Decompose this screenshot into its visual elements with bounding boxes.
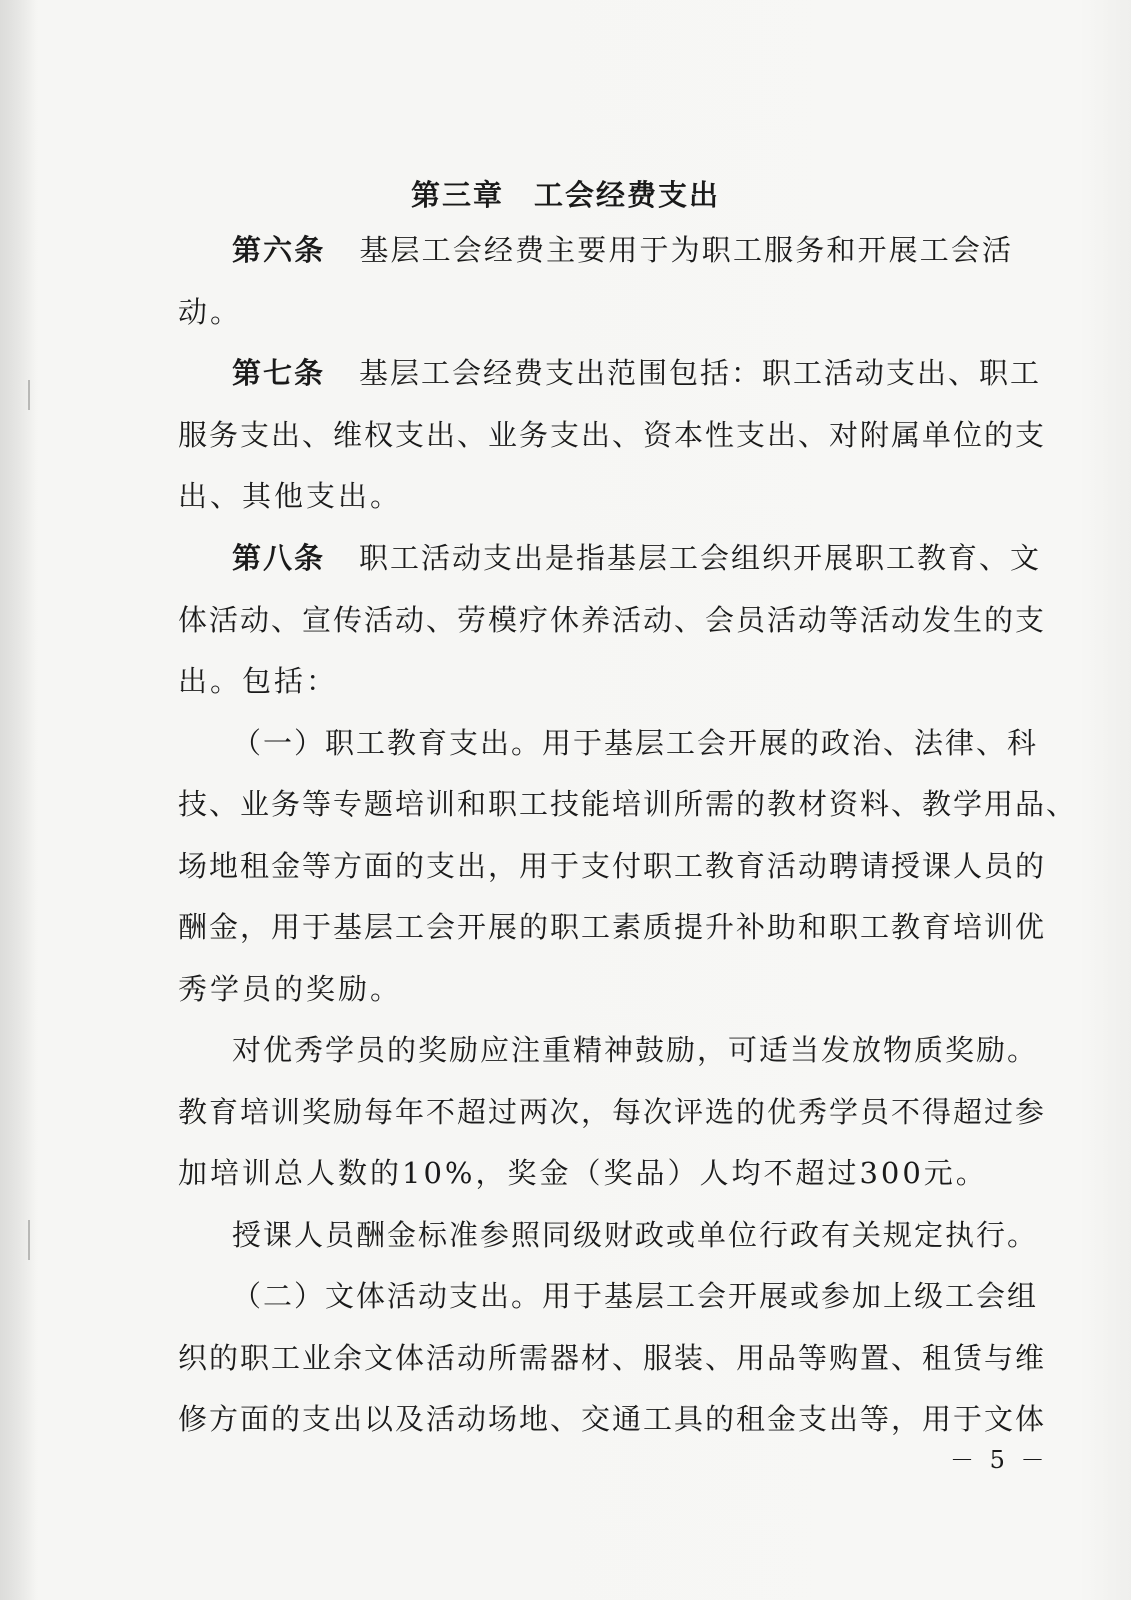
chapter-number: 第三章 bbox=[410, 178, 504, 212]
line-text: 对优秀学员的奖励应注重精神鼓励，可适当发放物质奖励。 bbox=[232, 1033, 1039, 1067]
text-line bbox=[0, 969, 1131, 1009]
line-text: 技、业务等专题培训和职工技能培训所需的教材资料、教学用品、 bbox=[178, 787, 1078, 821]
line-text: 服务支出、维权支出、业务支出、资本性支出、对附属单位的支 bbox=[178, 418, 1047, 452]
text-line bbox=[0, 846, 1131, 886]
text-line bbox=[0, 661, 1131, 701]
text-line bbox=[0, 1215, 1131, 1255]
chapter-heading bbox=[0, 175, 1131, 215]
line-text: 体活动、宣传活动、劳模疗休养活动、会员活动等活动发生的支 bbox=[178, 603, 1047, 637]
text-line bbox=[0, 1092, 1131, 1132]
line-text: 授课人员酬金标准参照同级财政或单位行政有关规定执行。 bbox=[232, 1218, 1039, 1252]
text-line bbox=[0, 230, 1131, 270]
line-text: 基层工会经费支出范围包括：职工活动支出、职工 bbox=[359, 356, 1042, 390]
text-line bbox=[0, 907, 1131, 947]
line-text: 秀学员的奖励。 bbox=[178, 972, 403, 1006]
text-line bbox=[0, 1030, 1131, 1070]
text-line bbox=[0, 784, 1131, 824]
text-line bbox=[0, 476, 1131, 516]
text-line bbox=[0, 292, 1131, 332]
text-line bbox=[0, 1276, 1131, 1316]
text-line bbox=[0, 600, 1131, 640]
line-text: 基层工会经费主要用于为职工服务和开展工会活 bbox=[359, 233, 1013, 267]
chapter-title: 工会经费支出 bbox=[534, 178, 721, 212]
line-text: （一）职工教育支出。用于基层工会开展的政治、法律、科 bbox=[232, 726, 1039, 760]
line-text: 职工活动支出是指基层工会组织开展职工教育、文 bbox=[359, 541, 1042, 575]
line-text: 织的职工业余文体活动所需器材、服装、用品等购置、租赁与维 bbox=[178, 1341, 1047, 1375]
line-text: （二）文体活动支出。用于基层工会开展或参加上级工会组 bbox=[232, 1279, 1039, 1313]
line-text: 修方面的支出以及活动场地、交通工具的租金支出等，用于文体 bbox=[178, 1402, 1047, 1436]
line-text: 出、其他支出。 bbox=[178, 479, 403, 513]
line-text: 教育培训奖励每年不超过两次，每次评选的优秀学员不得超过参 bbox=[178, 1095, 1047, 1129]
article-number: 第八条 bbox=[232, 541, 326, 575]
article-number: 第七条 bbox=[232, 356, 326, 390]
text-line bbox=[0, 353, 1131, 393]
line-text: 动。 bbox=[178, 295, 243, 329]
line-text: 加培训总人数的10%，奖金（奖品）人均不超过300元。 bbox=[178, 1156, 988, 1190]
page-number: － 5 － bbox=[950, 1446, 1049, 1474]
text-line bbox=[0, 415, 1131, 455]
line-text: 酬金，用于基层工会开展的职工素质提升补助和职工教育培训优 bbox=[178, 910, 1047, 944]
text-line bbox=[0, 538, 1131, 578]
text-line bbox=[0, 723, 1131, 763]
text-line bbox=[0, 1399, 1131, 1439]
line-text: 出。包括： bbox=[178, 664, 339, 698]
text-line bbox=[0, 1153, 1131, 1193]
line-text: 场地租金等方面的支出，用于支付职工教育活动聘请授课人员的 bbox=[178, 849, 1047, 883]
article-number: 第六条 bbox=[232, 233, 326, 267]
text-line bbox=[0, 1338, 1131, 1378]
